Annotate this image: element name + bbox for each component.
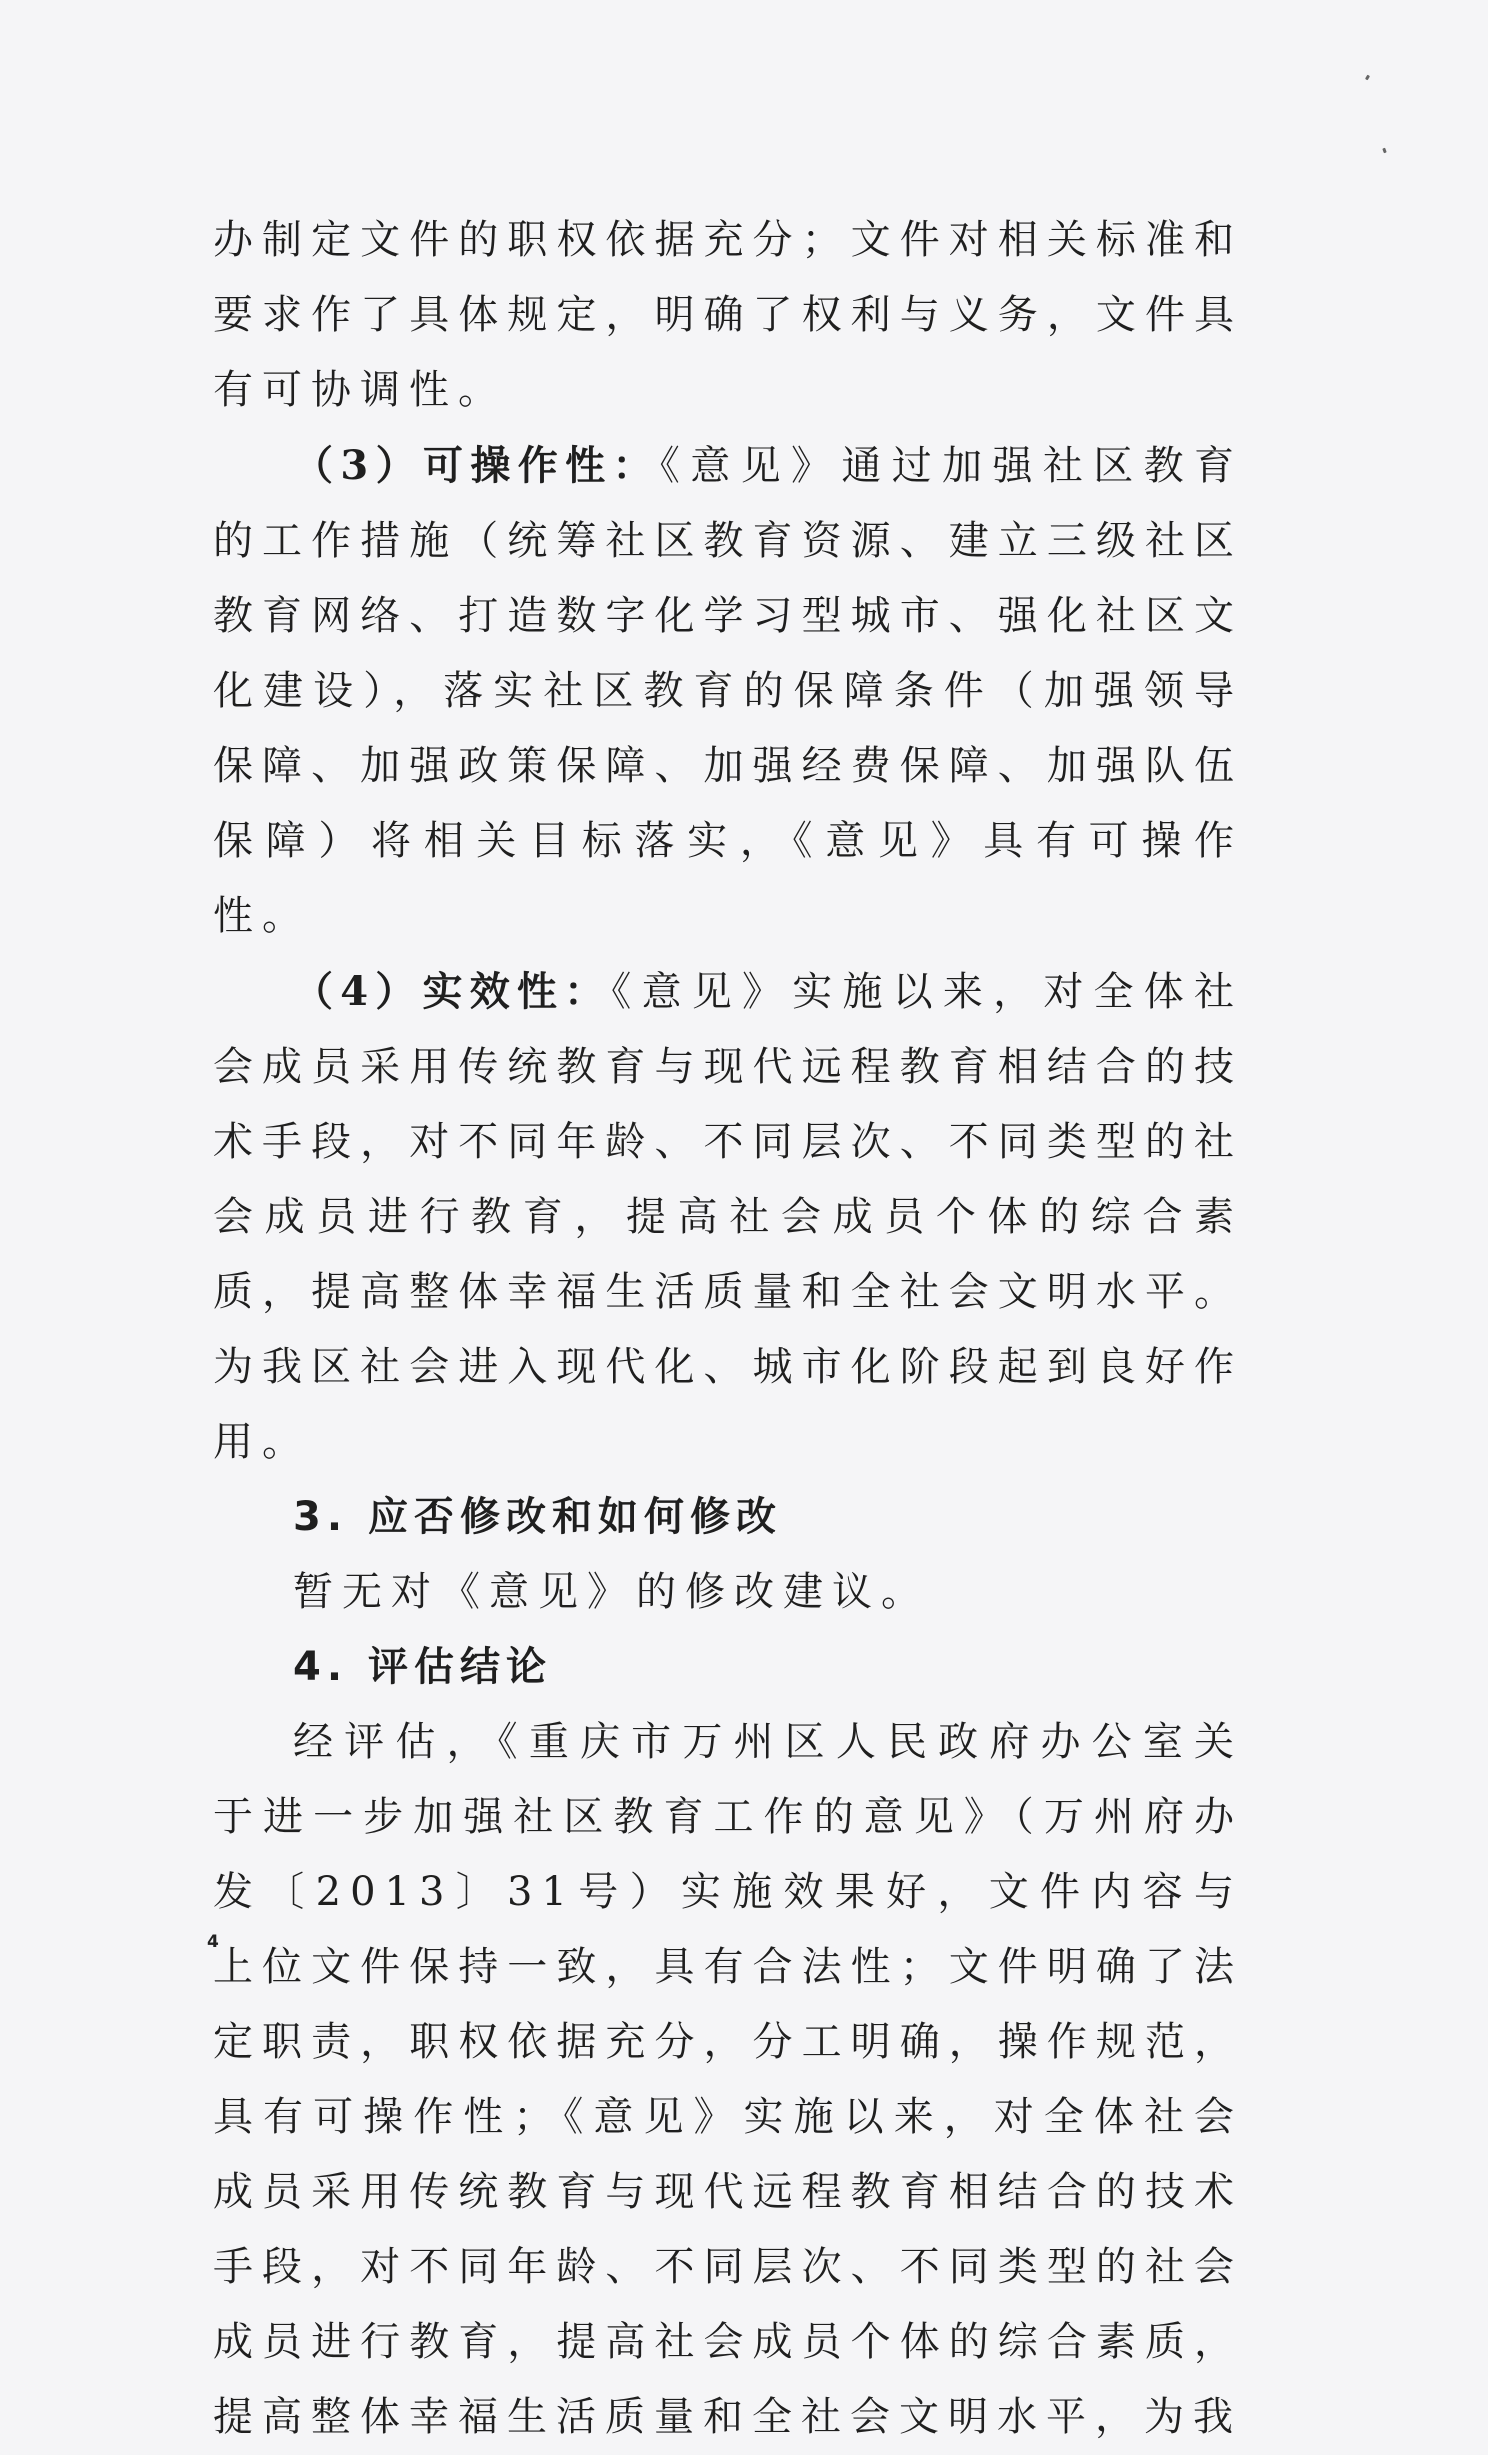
- document-body: [213, 203, 1243, 2455]
- section-heading-conclusion: 4. 评估结论: [293, 1644, 552, 1690]
- paragraph-effectiveness: [213, 954, 1243, 1480]
- paragraph-operability: [213, 428, 1243, 954]
- effectiveness-label: （4）实效性：: [293, 968, 612, 1015]
- section-heading-revision: 3. 应否修改和如何修改: [293, 1494, 782, 1540]
- operability-text: 《意见》通过加强社区教育的工作措施（统筹社区教育资源、建立三级社区教育网络、打造数字化学习型城市、强化社区文化建设），落实社区教育的保障条件（加强领导保障、加强政策保障、加强经费保障、加强队伍保障）将相关目标落实，《意见》具有可操作性。: [213, 443, 1244, 939]
- paragraph-no-revision: 暂无对《意见》的修改建议。: [293, 1569, 930, 1615]
- effectiveness-text: 《意见》实施以来，对全体社会成员采用传统教育与现代远程教育相结合的技术手段，对不同年龄、不同层次、不同类型的社会成员进行教育，提高社会成员个体的综合素质，提高整体幸福生活质量和全社会文明水平。为我区社会进入现代化、城市化阶段起到良好作用。: [213, 969, 1243, 1465]
- paragraph-conclusion: 经评估，《重庆市万州区人民政府办公室关于进一步加强社区教育工作的意见》（万州府办发〔2013〕31号）实施效果好，文件内容与上位文件保持一致，具有合法性；文件明确了法定职责，职权依据充分，分工明确，操作规范，具有可操作性；《意见》实施以来，对全体社会成员采用传统教育与现代远程教育相结合的技术手段，对不同年龄、不同层次、不同类型的社会成员进行教育，提高社会成员个体的综合素质，提高整体幸福生活质量和全社会文明水平，为我: [213, 1719, 1243, 2440]
- page-number: 4: [207, 1932, 219, 1952]
- paragraph-continued: 办制定文件的职权依据充分；文件对相关标准和要求作了具体规定，明确了权利与义务，文件具有可协调性。: [213, 217, 1243, 413]
- operability-label: （3）可操作性：: [293, 442, 660, 489]
- scan-speck: [1365, 75, 1370, 81]
- scan-speck: [1382, 148, 1387, 154]
